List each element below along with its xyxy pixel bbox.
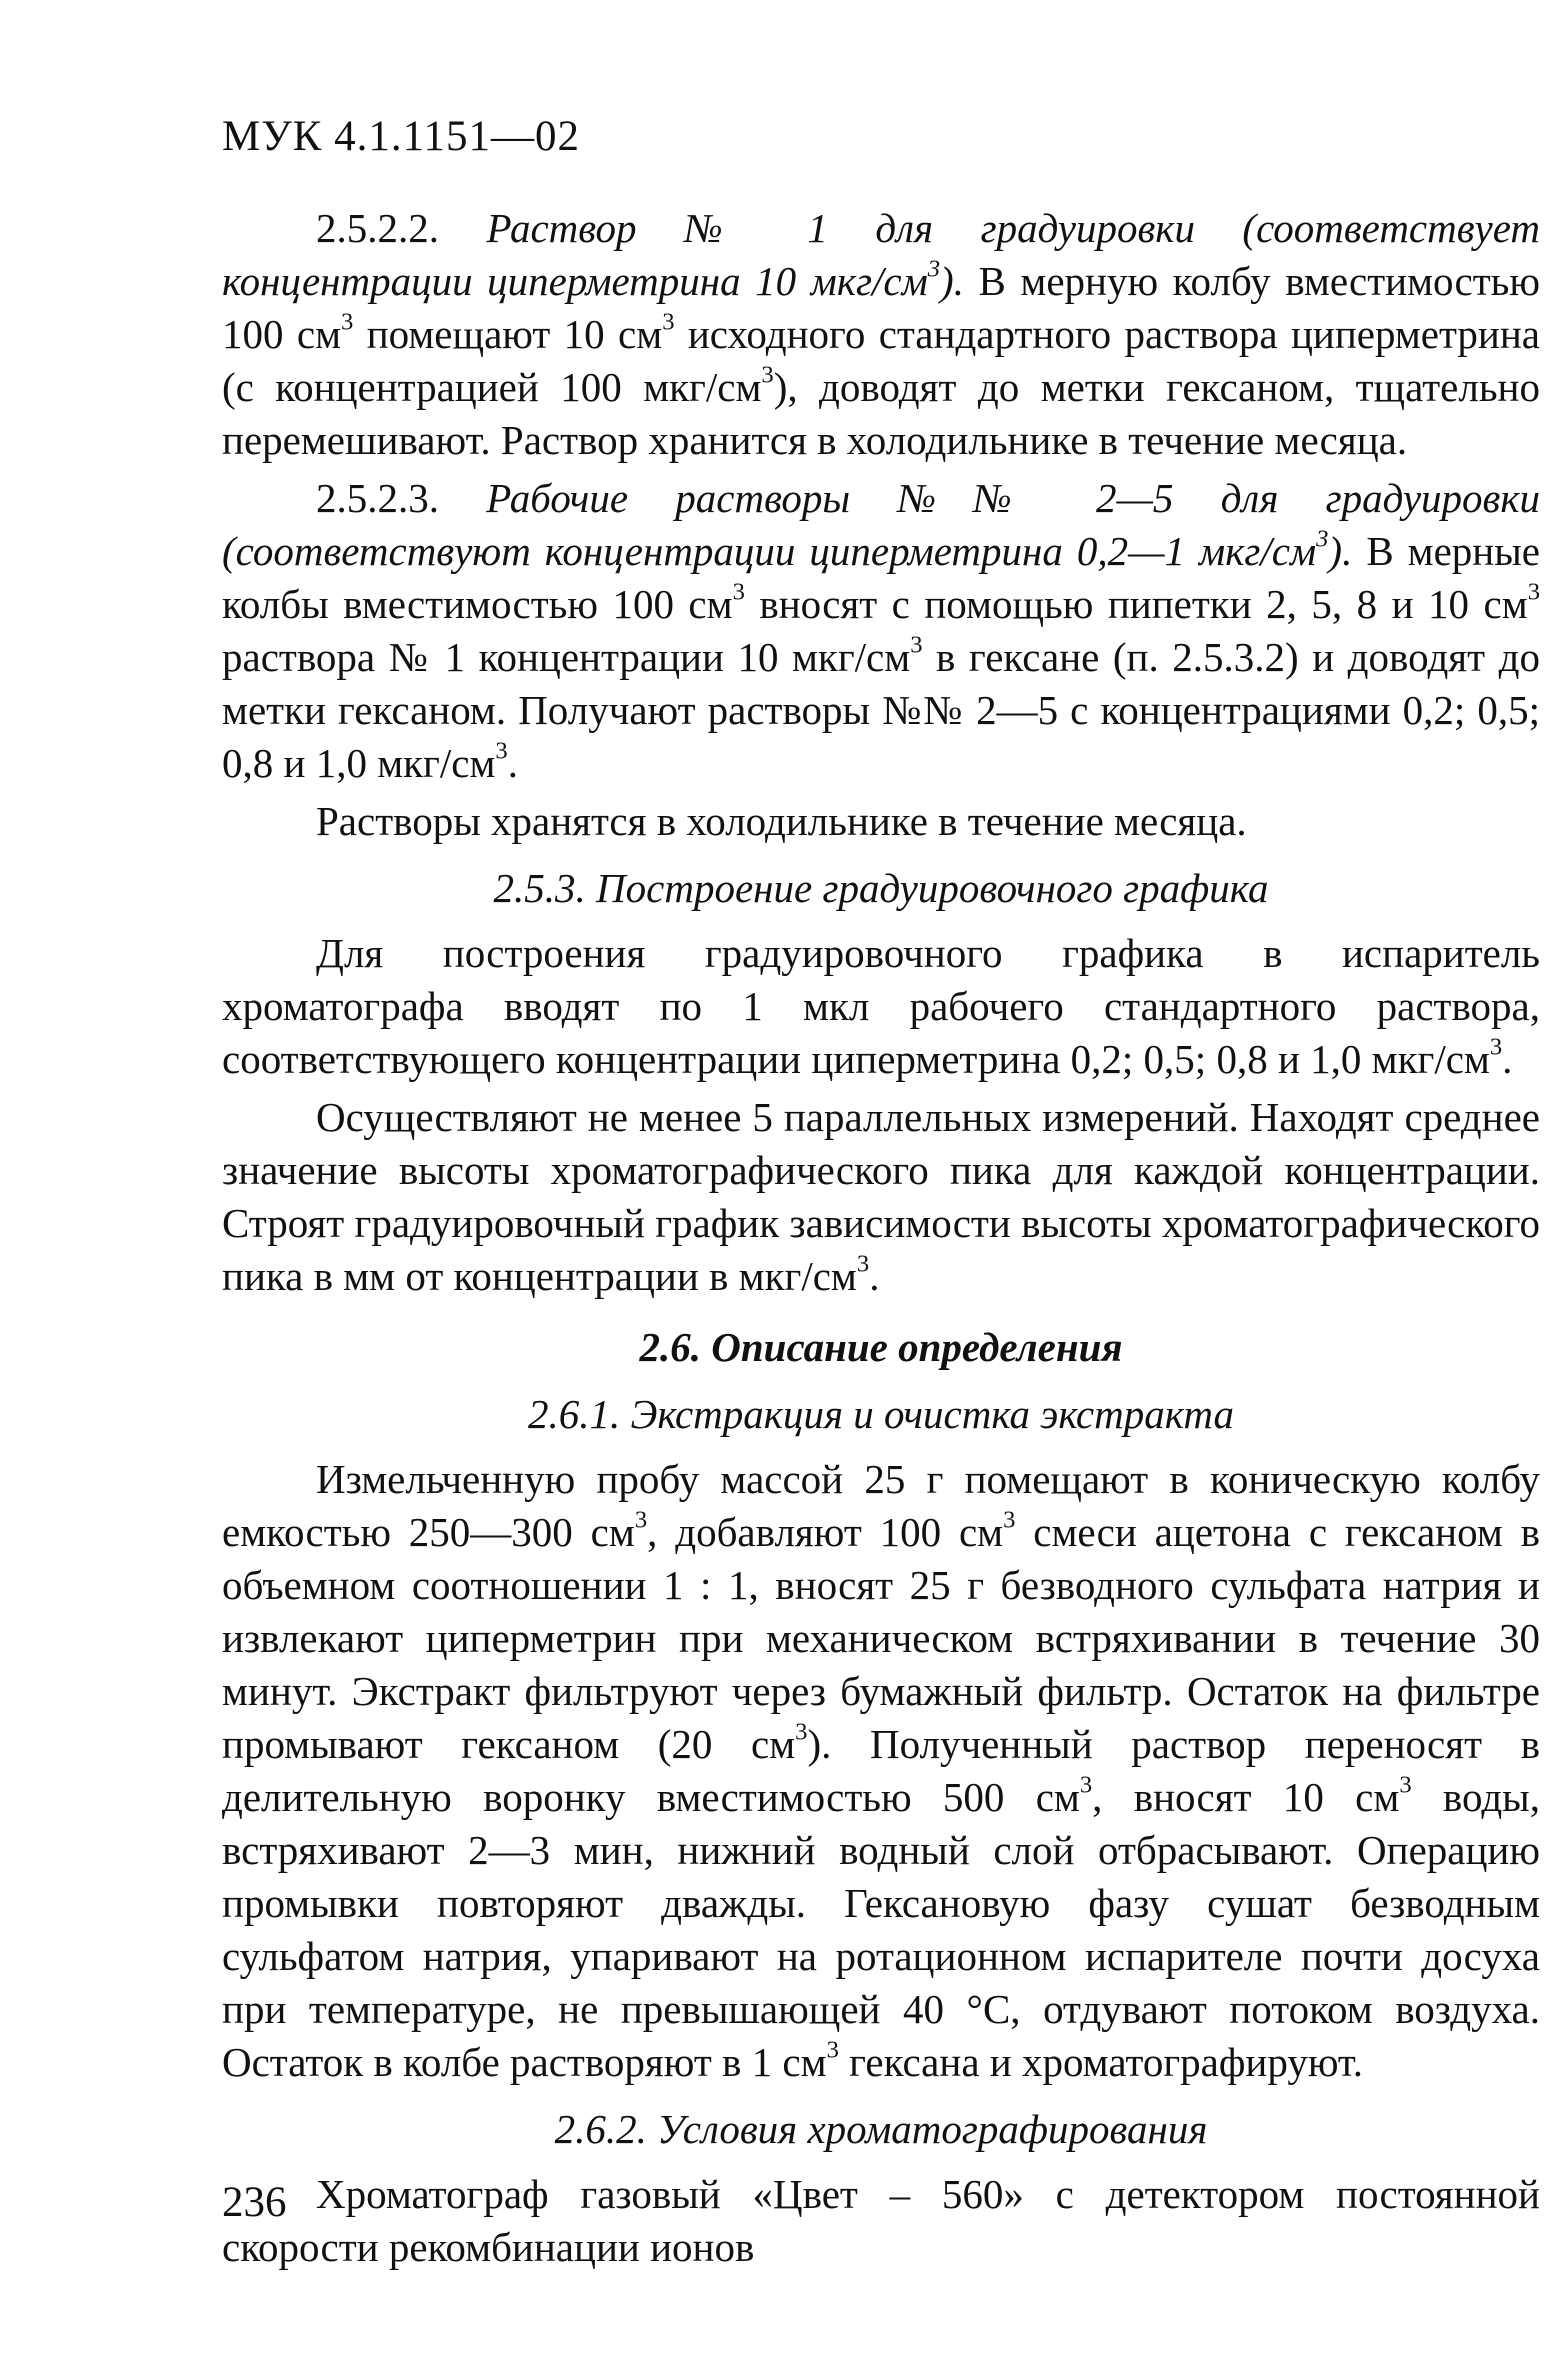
document-body <box>222 202 1540 2274</box>
document-code-header: МУК 4.1.1151—02 <box>222 113 581 160</box>
page-number: 236 <box>222 2179 287 2226</box>
paragraph-storage: Растворы хранятся в холодильнике в течение месяца. <box>316 798 1247 844</box>
paragraph-measurements: Осуществляют не менее 5 параллельных измерений. Находят среднее значение высоты хроматографического пика для каждой концентрации. Строят градуировочный график зависимости высоты хроматографического пика в мм от концентрации в мкг/$см^3$. <box>222 1094 1540 1299</box>
heading-2-6-1: 2.6.1. Экстракция и очистка экстракта <box>528 1391 1234 1437</box>
section-title: Раствор № 1 для градуировки (соответствует концентрации циперметрина 10 мкг/$см^3$). <box>222 205 1541 304</box>
paragraph-2-5-2-3: 2.5.2.3. Рабочие растворы №№ 2—5 для градуировки (соответствуют концентрации циперметрина 0,2—1 мкг/$см^3$). В мерные колбы вместимостью 100 $см^3$ вносят с помощью пипетки 2, 5, 8 и 10 $см^3$ раствора № 1 концентрации 10 мкг/$см^3$ в гексане (п. 2.5.3.2) и доводят до метки гексаном. Получают растворы №№ 2—5 с концентрациями 0,2; 0,5; 0,8 и 1,0 мкг/$см^3$. <box>222 475 1541 786</box>
section-number: 2.5.2.2. <box>316 205 439 251</box>
paragraph-calibration-graph: Для построения градуировочного графика в испаритель хроматографа вводят по 1 мкл рабочего стандартного раствора, соответствующего концентрации циперметрина 0,2; 0,5; 0,8 и 1,0 мкг/$см^3$. <box>222 930 1540 1082</box>
section-number: 2.5.2.3. <box>316 475 439 521</box>
section-title: Рабочие растворы №№ 2—5 для градуировки (соответствуют концентрации циперметрина 0,2—1 мкг/$см^3$). <box>222 475 1541 574</box>
heading-2-6: 2.6. Описание определения <box>639 1324 1123 1370</box>
heading-2-5-3: 2.5.3. Построение градуировочного графика <box>493 865 1269 911</box>
paragraph-extraction: Измельченную пробу массой 25 г помещают в коническую колбу емкостью 250—300 $см^3$, добавляют 100 $см^3$ смеси ацетона с гексаном в объемном соотношении 1 : 1, вносят 25 г безводного сульфата натрия и извлекают циперметрин при механическом встряхивании в течение 30 минут. Экстракт фильтруют через бумажный фильтр. Остаток на фильтре промывают гексаном (20 $см^3$). Полученный раствор переносят в делительную воронку вместимостью 500 $см^3$, вносят 10 $см^3$ воды, встряхивают 2—3 мин, нижний водный слой отбрасывают. Операцию промывки повторяют дважды. Гексановую фазу сушат безводным сульфатом натрия, упаривают на ротационном испарителе почти досуха при температуре, не превышающей 40 °С, отдувают потоком воздуха. Остаток в колбе растворяют в 1 $см^3$ гексана и хроматографируют. <box>222 1456 1540 2085</box>
paragraph-2-5-2-2: 2.5.2.2. Раствор № 1 для градуировки (соответствует концентрации циперметрина 10 мкг/$см^3$). В мерную колбу вместимостью 100 $см^3$ помещают 10 $см^3$ исходного стандартного раствора циперметрина (с концентрацией 100 мкг/$см^3$), доводят до метки гексаном, тщательно перемешивают. Раствор хранится в холодильнике в течение месяца. <box>222 205 1541 463</box>
paragraph-chromatograph: Хроматограф газовый «Цвет – 560» с детектором постоянной скорости рекомбинации ионов <box>222 2171 1540 2270</box>
heading-2-6-2: 2.6.2. Условия хроматографирования <box>554 2106 1208 2152</box>
